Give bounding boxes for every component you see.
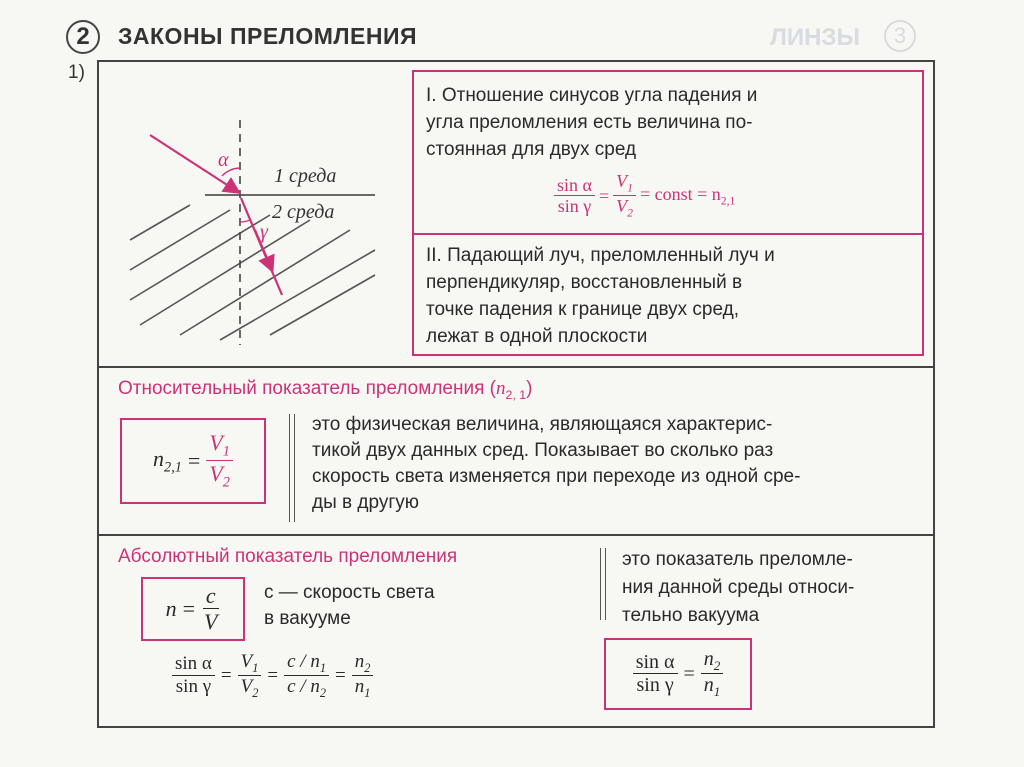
divider-1: [97, 366, 935, 368]
divider-2: [97, 534, 935, 536]
speed-of-light-note: c — скорость света в вакууме: [264, 582, 435, 629]
ghost-number: 3: [884, 20, 916, 52]
relative-definition: это физическая величина, являющаяся характерис- тикой двух данных сред. Показывает во сколько раз скорость света изменяется при переходе из одной сре- ды в другую: [312, 414, 801, 513]
law-2-text: II. Падающий луч, преломленный луч и перпендикуляр, восстановленный в точке падения к границе двух сред, лежат в одной плоскости: [426, 245, 775, 347]
law-1-text: I. Отношение синусов угла падения и угла преломления есть величина по- стоянная для двух сред: [426, 85, 758, 160]
relative-formula-box: $n_{2,1}$ = $\frac{V_1}{V_2}$: [120, 418, 266, 504]
absolute-separator: [600, 548, 606, 620]
item-number: 1): [68, 62, 85, 83]
laws-divider: [414, 233, 922, 235]
chain-formula: $\frac{\text{sin α}}{\text{sin γ}}$ = $\frac{V_1}{V_2}$ = $\frac{c / n_1}{c / n_2}$ = $\frac{n_2}{n_1}$: [172, 652, 373, 700]
relative-separator: [289, 414, 295, 522]
absolute-title: Абсолютный показатель преломления: [118, 546, 458, 567]
alpha-label: α: [218, 149, 229, 171]
law-1-formula: $\frac{\text{sin α}}{\text{sin γ}}$ = $\frac{V_1}{V_2}$ = const = $n_{2,1}$: [554, 172, 735, 221]
absolute-definition: это показатель преломле- ния данной среды относи- тельно вакуума: [622, 549, 855, 626]
ghost-title: ЛИНЗЫ: [770, 24, 860, 51]
refraction-diagram: [110, 110, 410, 350]
final-formula-box: $\frac{\text{sin α}}{\text{sin γ}}$ = $\frac{n_2}{n_1}$: [604, 638, 752, 710]
medium-2-label: 2 среда: [272, 201, 335, 223]
section-number: 2: [66, 20, 100, 54]
medium-1-label: 1 среда: [274, 165, 337, 187]
absolute-formula-box: n = $\frac{c}{V}$: [141, 577, 245, 641]
gamma-label: γ: [260, 221, 268, 243]
page-title: ЗАКОНЫ ПРЕЛОМЛЕНИЯ: [118, 23, 418, 49]
laws-box: [412, 70, 924, 356]
relative-title: Относительный показатель преломления $(n_{2, 1})$: [118, 378, 533, 402]
